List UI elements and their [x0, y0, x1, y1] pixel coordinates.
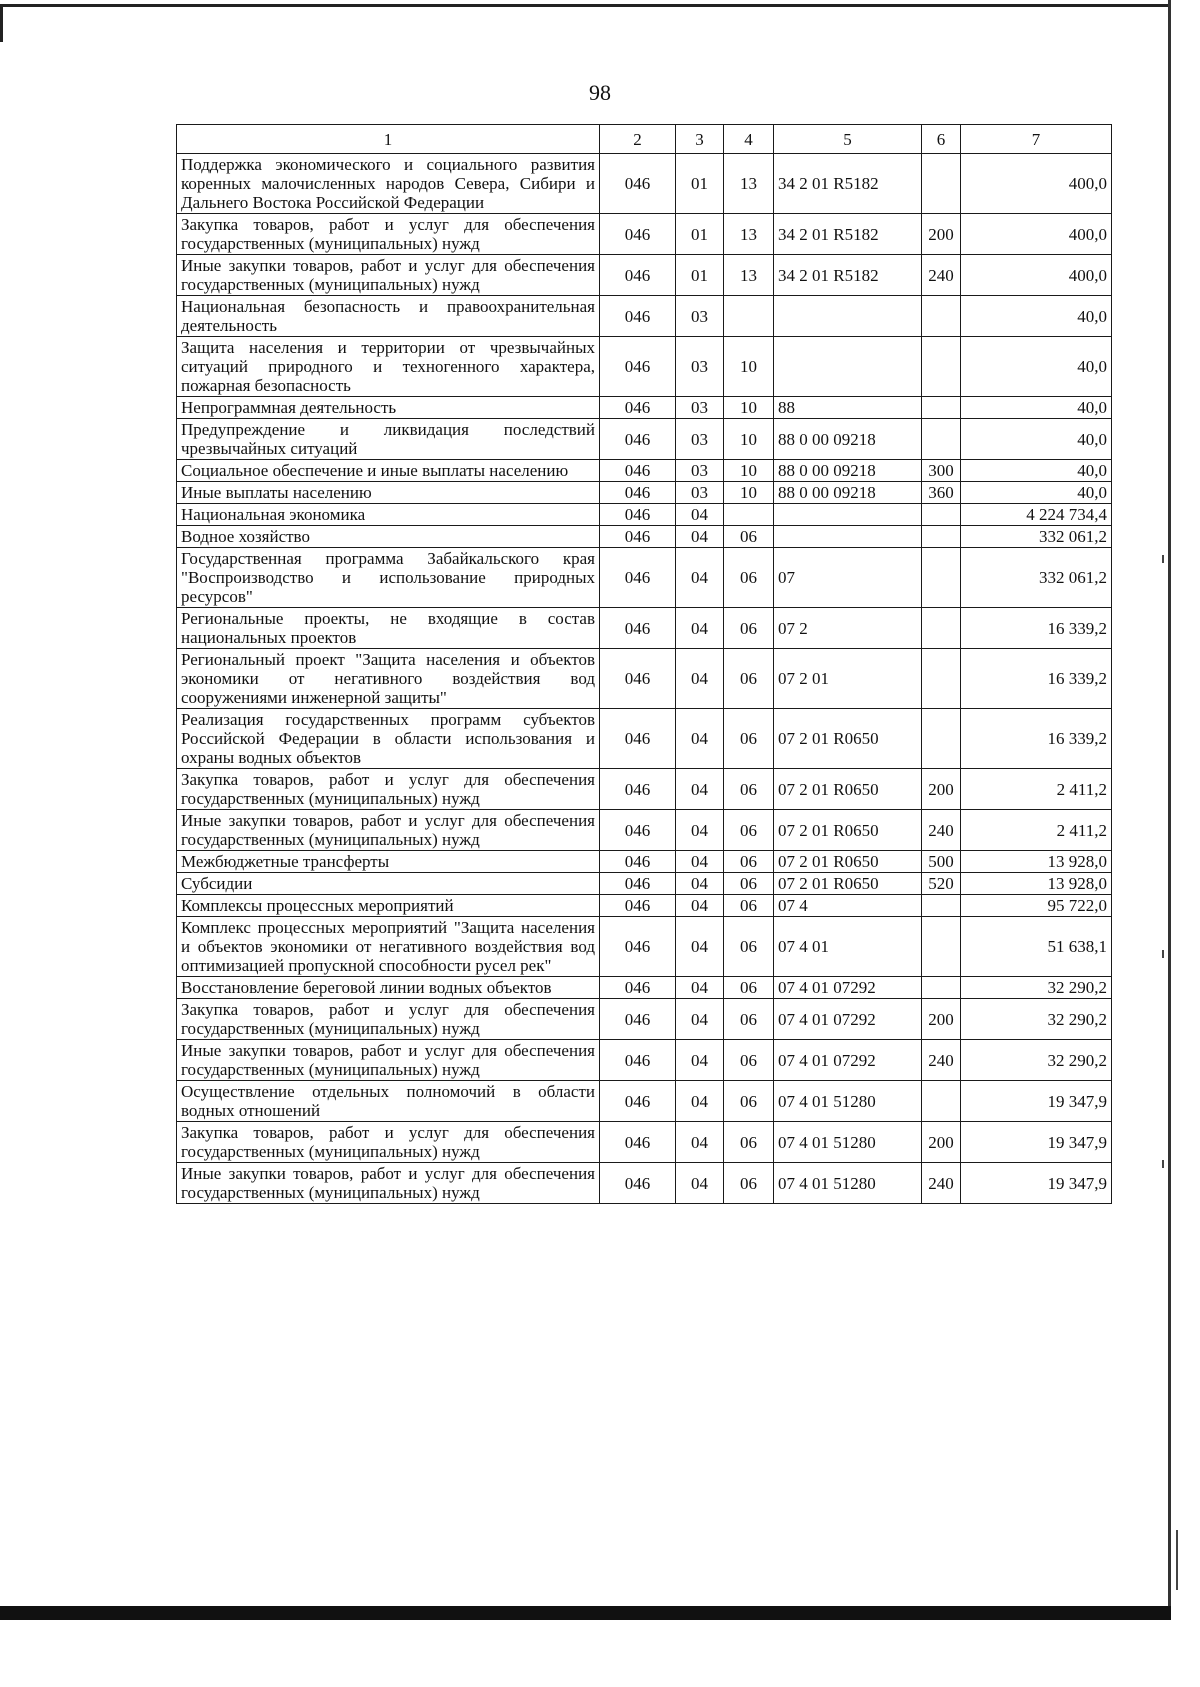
amount: 40,0: [961, 337, 1112, 397]
admin-code: 046: [600, 999, 676, 1040]
table-row: [177, 1163, 1112, 1204]
expense-type-code: 200: [922, 214, 961, 255]
row-label: Субсидии: [177, 873, 600, 895]
expense-type-code: [922, 154, 961, 214]
admin-code: 046: [600, 154, 676, 214]
subsection-code: 06: [724, 999, 774, 1040]
amount: 32 290,2: [961, 999, 1112, 1040]
section-code: 03: [676, 419, 724, 460]
section-code: 04: [676, 851, 724, 873]
row-label: Межбюджетные трансферты: [177, 851, 600, 873]
row-label: Региональный проект "Защита населения и объектов экономики от негативного воздействия вод сооружениями инженерной защиты": [177, 649, 600, 709]
section-code: 04: [676, 1040, 724, 1081]
table-row: [177, 482, 1112, 504]
target-article-code: 07: [774, 548, 922, 608]
admin-code: 046: [600, 873, 676, 895]
column-header: 4: [724, 125, 774, 154]
target-article-code: 07 4 01 51280: [774, 1163, 922, 1204]
amount: 40,0: [961, 419, 1112, 460]
subsection-code: 06: [724, 709, 774, 769]
table-row: [177, 296, 1112, 337]
admin-code: 046: [600, 526, 676, 548]
row-label: Восстановление береговой линии водных объектов: [177, 977, 600, 999]
table-row: [177, 917, 1112, 977]
table-row: [177, 608, 1112, 649]
row-label: Осуществление отдельных полномочий в области водных отношений: [177, 1081, 600, 1122]
expense-type-code: [922, 608, 961, 649]
target-article-code: 07 4 01 51280: [774, 1081, 922, 1122]
row-label: Национальная безопасность и правоохранительная деятельность: [177, 296, 600, 337]
table-row: [177, 419, 1112, 460]
row-label: Региональные проекты, не входящие в состав национальных проектов: [177, 608, 600, 649]
target-article-code: [774, 526, 922, 548]
scan-edge-top: [0, 4, 1170, 7]
expense-type-code: 200: [922, 769, 961, 810]
column-header: 1: [177, 125, 600, 154]
admin-code: 046: [600, 419, 676, 460]
admin-code: 046: [600, 397, 676, 419]
section-code: 01: [676, 154, 724, 214]
amount: 19 347,9: [961, 1081, 1112, 1122]
column-header: 2: [600, 125, 676, 154]
table-row: [177, 709, 1112, 769]
row-label: Иные выплаты населению: [177, 482, 600, 504]
row-label: Закупка товаров, работ и услуг для обеспечения государственных (муниципальных) нужд: [177, 769, 600, 810]
target-article-code: 07 2 01 R0650: [774, 810, 922, 851]
admin-code: 046: [600, 504, 676, 526]
subsection-code: 10: [724, 337, 774, 397]
section-code: 04: [676, 977, 724, 999]
subsection-code: 06: [724, 917, 774, 977]
expense-type-code: [922, 977, 961, 999]
amount: 40,0: [961, 397, 1112, 419]
subsection-code: 06: [724, 873, 774, 895]
expense-type-code: [922, 709, 961, 769]
expense-type-code: [922, 419, 961, 460]
admin-code: 046: [600, 255, 676, 296]
subsection-code: 10: [724, 419, 774, 460]
scan-edge-top-left: [0, 4, 3, 42]
section-code: 04: [676, 1081, 724, 1122]
column-header: 3: [676, 125, 724, 154]
subsection-code: 13: [724, 154, 774, 214]
subsection-code: 13: [724, 255, 774, 296]
expense-type-code: [922, 397, 961, 419]
row-label: Комплекс процессных мероприятий "Защита населения и объектов экономики от негативного воздействия вод оптимизацией пропускной способности русел рек": [177, 917, 600, 977]
target-article-code: 34 2 01 R5182: [774, 255, 922, 296]
table-row: [177, 810, 1112, 851]
target-article-code: 34 2 01 R5182: [774, 214, 922, 255]
amount: 16 339,2: [961, 709, 1112, 769]
row-label: Защита населения и территории от чрезвычайных ситуаций природного и техногенного характера, пожарная безопасность: [177, 337, 600, 397]
expense-type-code: [922, 548, 961, 608]
row-label: Иные закупки товаров, работ и услуг для обеспечения государственных (муниципальных) нужд: [177, 1040, 600, 1081]
amount: 16 339,2: [961, 649, 1112, 709]
expense-type-code: 240: [922, 1040, 961, 1081]
column-header: 5: [774, 125, 922, 154]
subsection-code: 06: [724, 851, 774, 873]
amount: 400,0: [961, 214, 1112, 255]
row-label: Закупка товаров, работ и услуг для обеспечения государственных (муниципальных) нужд: [177, 1122, 600, 1163]
scan-edge-bottom: [0, 1606, 1171, 1620]
expense-type-code: [922, 649, 961, 709]
target-article-code: 88: [774, 397, 922, 419]
subsection-code: 06: [724, 1122, 774, 1163]
section-code: 03: [676, 482, 724, 504]
subsection-code: 13: [724, 214, 774, 255]
subsection-code: 10: [724, 460, 774, 482]
target-article-code: [774, 337, 922, 397]
admin-code: 046: [600, 1122, 676, 1163]
target-article-code: 07 4 01 07292: [774, 977, 922, 999]
row-label: Реализация государственных программ субъектов Российской Федерации в области использования и охраны водных объектов: [177, 709, 600, 769]
subsection-code: 06: [724, 526, 774, 548]
admin-code: 046: [600, 214, 676, 255]
column-number-row: [177, 125, 1112, 154]
expense-type-code: 200: [922, 1122, 961, 1163]
amount: 40,0: [961, 482, 1112, 504]
row-label: Государственная программа Забайкальского края "Воспроизводство и использование природных ресурсов": [177, 548, 600, 608]
table-body: [177, 154, 1112, 1204]
admin-code: 046: [600, 895, 676, 917]
expense-type-code: [922, 526, 961, 548]
section-code: 03: [676, 337, 724, 397]
target-article-code: 07 4: [774, 895, 922, 917]
amount: 400,0: [961, 154, 1112, 214]
target-article-code: 34 2 01 R5182: [774, 154, 922, 214]
expense-type-code: [922, 296, 961, 337]
expense-type-code: [922, 504, 961, 526]
amount: 400,0: [961, 255, 1112, 296]
subsection-code: 06: [724, 649, 774, 709]
admin-code: 046: [600, 810, 676, 851]
amount: 32 290,2: [961, 977, 1112, 999]
scan-speck: [1162, 950, 1164, 958]
admin-code: 046: [600, 649, 676, 709]
subsection-code: 06: [724, 1163, 774, 1204]
amount: 32 290,2: [961, 1040, 1112, 1081]
section-code: 01: [676, 255, 724, 296]
section-code: 04: [676, 649, 724, 709]
row-label: Предупреждение и ликвидация последствий чрезвычайных ситуаций: [177, 419, 600, 460]
target-article-code: 07 2: [774, 608, 922, 649]
section-code: 04: [676, 709, 724, 769]
amount: 40,0: [961, 296, 1112, 337]
expense-type-code: [922, 337, 961, 397]
admin-code: 046: [600, 482, 676, 504]
expense-type-code: [922, 917, 961, 977]
table-row: [177, 895, 1112, 917]
expense-type-code: [922, 895, 961, 917]
section-code: 04: [676, 1122, 724, 1163]
target-article-code: 07 2 01 R0650: [774, 873, 922, 895]
column-header: 7: [961, 125, 1112, 154]
table-row: [177, 999, 1112, 1040]
table-row: [177, 397, 1112, 419]
target-article-code: 07 2 01 R0650: [774, 769, 922, 810]
scan-speck: [1162, 555, 1164, 563]
admin-code: 046: [600, 548, 676, 608]
section-code: 04: [676, 873, 724, 895]
table-row: [177, 1040, 1112, 1081]
section-code: 03: [676, 296, 724, 337]
table-row: [177, 504, 1112, 526]
amount: 51 638,1: [961, 917, 1112, 977]
subsection-code: 06: [724, 810, 774, 851]
scan-speck: [1162, 1160, 1164, 1168]
table-row: [177, 548, 1112, 608]
target-article-code: 07 2 01 R0650: [774, 709, 922, 769]
section-code: 04: [676, 1163, 724, 1204]
section-code: 04: [676, 999, 724, 1040]
subsection-code: 06: [724, 608, 774, 649]
row-label: Иные закупки товаров, работ и услуг для обеспечения государственных (муниципальных) нужд: [177, 255, 600, 296]
section-code: 04: [676, 895, 724, 917]
admin-code: 046: [600, 337, 676, 397]
table-row: [177, 851, 1112, 873]
table-row: [177, 769, 1112, 810]
admin-code: 046: [600, 709, 676, 769]
amount: 2 411,2: [961, 810, 1112, 851]
target-article-code: [774, 296, 922, 337]
section-code: 04: [676, 504, 724, 526]
expense-type-code: 300: [922, 460, 961, 482]
target-article-code: 07 4 01 07292: [774, 1040, 922, 1081]
target-article-code: 07 2 01: [774, 649, 922, 709]
expense-type-code: 240: [922, 1163, 961, 1204]
subsection-code: 06: [724, 895, 774, 917]
table-row: [177, 337, 1112, 397]
row-label: Иные закупки товаров, работ и услуг для обеспечения государственных (муниципальных) нужд: [177, 1163, 600, 1204]
expense-type-code: 500: [922, 851, 961, 873]
admin-code: 046: [600, 1081, 676, 1122]
target-article-code: 88 0 00 09218: [774, 482, 922, 504]
admin-code: 046: [600, 851, 676, 873]
table-row: [177, 214, 1112, 255]
target-article-code: 07 2 01 R0650: [774, 851, 922, 873]
admin-code: 046: [600, 296, 676, 337]
row-label: Иные закупки товаров, работ и услуг для обеспечения государственных (муниципальных) нужд: [177, 810, 600, 851]
row-label: Национальная экономика: [177, 504, 600, 526]
expense-type-code: 240: [922, 810, 961, 851]
row-label: Социальное обеспечение и иные выплаты населению: [177, 460, 600, 482]
section-code: 03: [676, 460, 724, 482]
amount: 19 347,9: [961, 1122, 1112, 1163]
admin-code: 046: [600, 977, 676, 999]
section-code: 04: [676, 548, 724, 608]
column-header: 6: [922, 125, 961, 154]
amount: 332 061,2: [961, 548, 1112, 608]
section-code: 04: [676, 810, 724, 851]
subsection-code: 06: [724, 769, 774, 810]
expense-type-code: [922, 1081, 961, 1122]
admin-code: 046: [600, 460, 676, 482]
subsection-code: [724, 296, 774, 337]
subsection-code: 06: [724, 977, 774, 999]
amount: 19 347,9: [961, 1163, 1112, 1204]
subsection-code: 06: [724, 1040, 774, 1081]
subsection-code: 06: [724, 548, 774, 608]
row-label: Комплексы процессных мероприятий: [177, 895, 600, 917]
section-code: 04: [676, 769, 724, 810]
target-article-code: 88 0 00 09218: [774, 419, 922, 460]
admin-code: 046: [600, 769, 676, 810]
amount: 13 928,0: [961, 873, 1112, 895]
admin-code: 046: [600, 1163, 676, 1204]
expense-type-code: 200: [922, 999, 961, 1040]
scan-speck: [1176, 1530, 1178, 1590]
subsection-code: [724, 504, 774, 526]
amount: 95 722,0: [961, 895, 1112, 917]
admin-code: 046: [600, 608, 676, 649]
amount: 4 224 734,4: [961, 504, 1112, 526]
subsection-code: 10: [724, 482, 774, 504]
table-row: [177, 649, 1112, 709]
page-number: 98: [589, 80, 611, 105]
amount: 2 411,2: [961, 769, 1112, 810]
section-code: 03: [676, 397, 724, 419]
table-row: [177, 526, 1112, 548]
row-label: Непрограммная деятельность: [177, 397, 600, 419]
target-article-code: 07 4 01: [774, 917, 922, 977]
amount: 16 339,2: [961, 608, 1112, 649]
table-row: [177, 255, 1112, 296]
subsection-code: 10: [724, 397, 774, 419]
row-label: Закупка товаров, работ и услуг для обеспечения государственных (муниципальных) нужд: [177, 999, 600, 1040]
target-article-code: [774, 504, 922, 526]
section-code: 04: [676, 917, 724, 977]
expense-type-code: 520: [922, 873, 961, 895]
table-row: [177, 154, 1112, 214]
amount: 332 061,2: [961, 526, 1112, 548]
target-article-code: 07 4 01 07292: [774, 999, 922, 1040]
row-label: Закупка товаров, работ и услуг для обеспечения государственных (муниципальных) нужд: [177, 214, 600, 255]
admin-code: 046: [600, 1040, 676, 1081]
section-code: 04: [676, 608, 724, 649]
budget-table: [176, 124, 1112, 1204]
table-row: [177, 1081, 1112, 1122]
expense-type-code: 240: [922, 255, 961, 296]
table-row: [177, 977, 1112, 999]
row-label: Поддержка экономического и социального развития коренных малочисленных народов Севера, Сибири и Дальнего Востока Российской Федерации: [177, 154, 600, 214]
section-code: 01: [676, 214, 724, 255]
target-article-code: 88 0 00 09218: [774, 460, 922, 482]
table-row: [177, 1122, 1112, 1163]
table-row: [177, 873, 1112, 895]
target-article-code: 07 4 01 51280: [774, 1122, 922, 1163]
scan-edge-right: [1168, 0, 1171, 1620]
subsection-code: 06: [724, 1081, 774, 1122]
expense-type-code: 360: [922, 482, 961, 504]
amount: 13 928,0: [961, 851, 1112, 873]
admin-code: 046: [600, 917, 676, 977]
row-label: Водное хозяйство: [177, 526, 600, 548]
section-code: 04: [676, 526, 724, 548]
table-row: [177, 460, 1112, 482]
amount: 40,0: [961, 460, 1112, 482]
